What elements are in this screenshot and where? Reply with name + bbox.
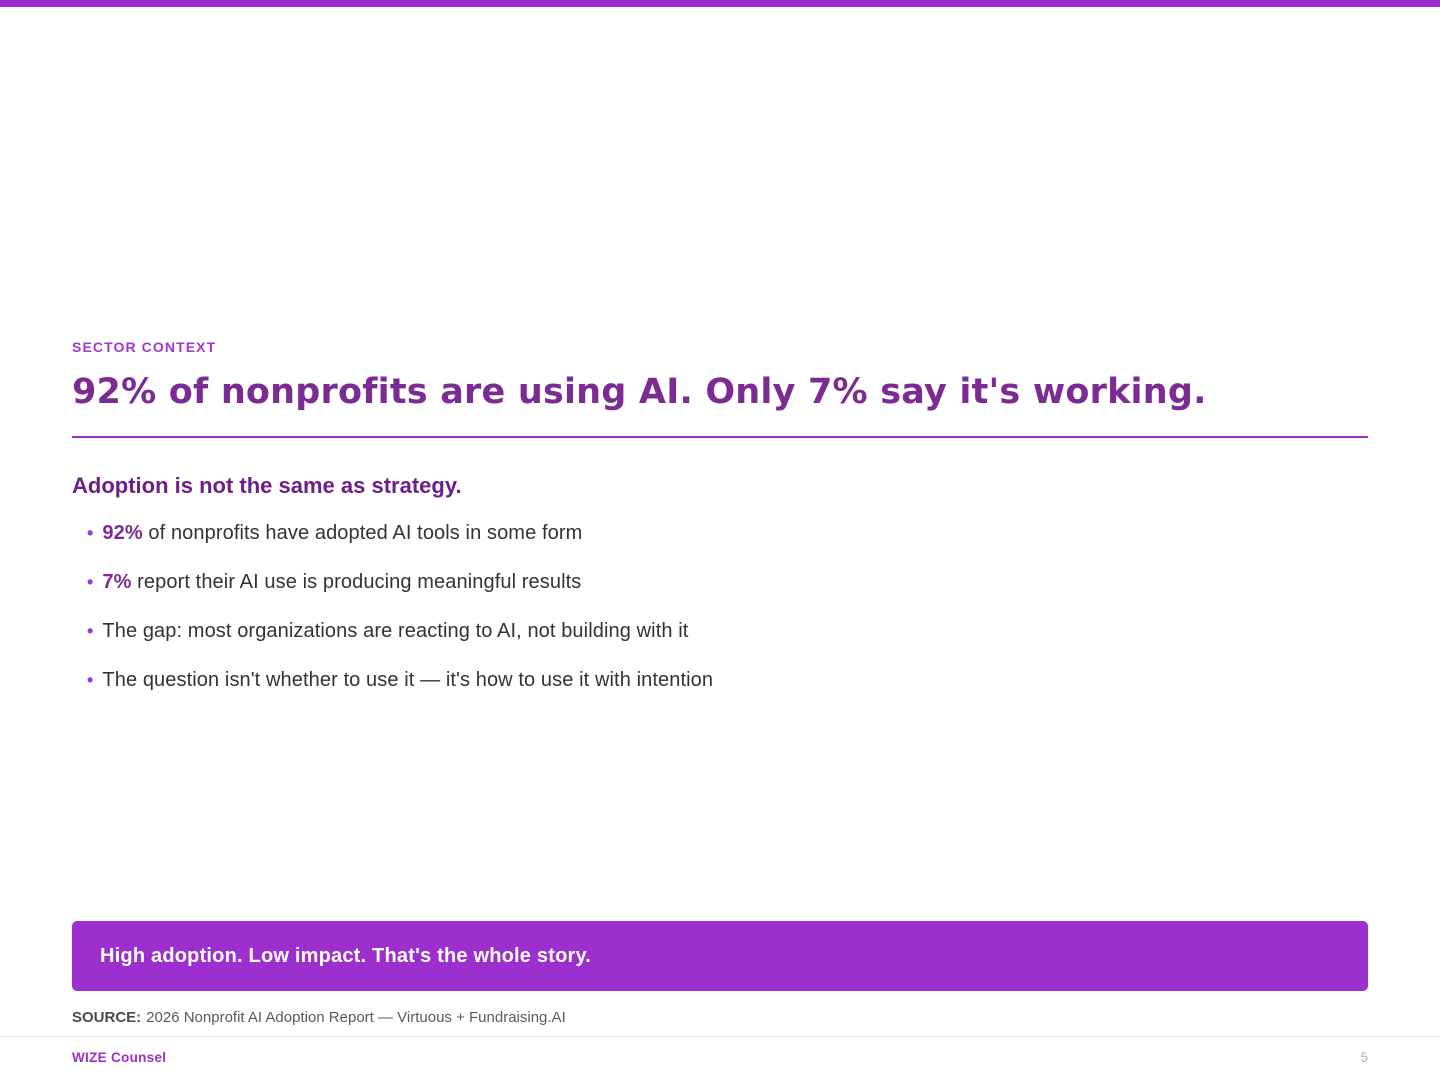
source-label: SOURCE:: [72, 1009, 142, 1026]
title-divider: [72, 436, 1368, 438]
bullet-list: [87, 521, 1287, 717]
bullet-dot-icon: •: [87, 621, 94, 641]
bullet-dot-icon: •: [87, 572, 94, 592]
bullet-dot-icon: •: [87, 523, 94, 543]
bullet-dot-icon: •: [87, 670, 94, 690]
banner-text: High adoption. Low impact. That's the whole story.: [100, 945, 592, 967]
key-takeaway-banner: [72, 921, 1368, 991]
bullet-highlight: 92%: [102, 522, 143, 544]
eyebrow-label: SECTOR CONTEXT: [72, 339, 217, 355]
bullet-text: The question isn't whether to use it — it's how to use it with intention: [102, 669, 714, 691]
bullet-text: The gap: most organizations are reacting to AI, not building with it: [102, 620, 689, 642]
bullet-text: report their AI use is producing meaningful results: [131, 571, 582, 593]
slide-subheading: Adoption is not the same as strategy.: [72, 473, 462, 498]
slide-title: 92% of nonprofits are using AI. Only 7% say it's working.: [72, 372, 1207, 412]
footer-brand: WIZE Counsel: [72, 1050, 167, 1065]
bullet-highlight: 7%: [102, 571, 132, 593]
accent-top-bar: [0, 0, 1440, 7]
bullet-item: [87, 570, 1287, 594]
bullet-text: of nonprofits have adopted AI tools in some form: [142, 522, 583, 544]
bullet-item: [87, 668, 1287, 692]
bullet-item: [87, 521, 1287, 545]
footer-divider: [0, 1036, 1440, 1037]
source-line: [72, 1009, 566, 1026]
source-text: 2026 Nonprofit AI Adoption Report — Virtuous + Fundraising.AI: [146, 1009, 566, 1026]
page-number: 5: [1360, 1050, 1368, 1065]
bullet-item: [87, 619, 1287, 643]
